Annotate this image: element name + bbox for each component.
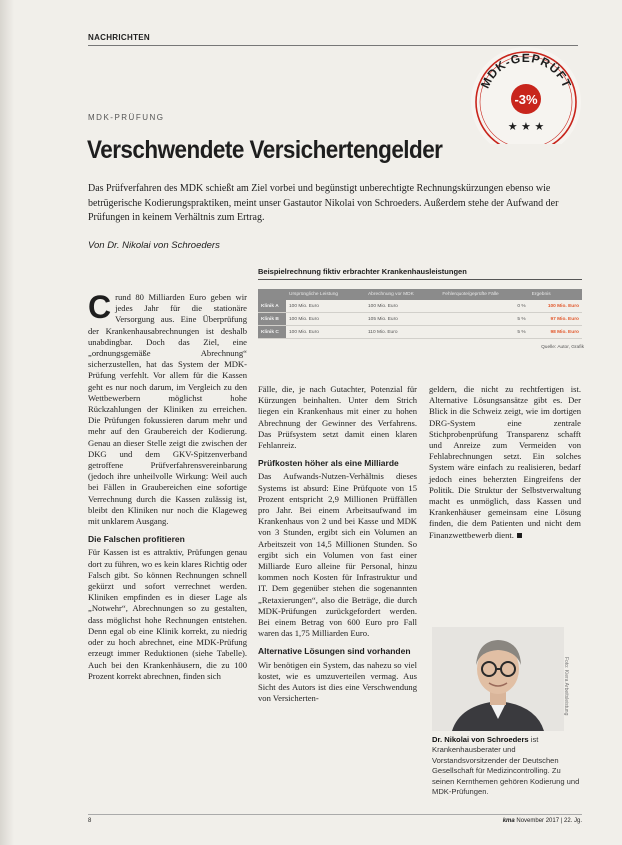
- example-table: [258, 289, 582, 339]
- table-header-cell: Ergebnis: [529, 289, 582, 300]
- table-row-label: Klinik A: [258, 300, 286, 313]
- subheading: Die Falschen profitieren: [88, 534, 185, 545]
- table-cell: 100 Mio. Euro: [286, 326, 365, 339]
- article-paragraph: Für Kassen ist es attraktiv, Prüfungen genau dort zu führen, wo es kein klares Richtig oder Falsch gibt. So können Rechnungen schnell gekürzt und sofort verrechnet werden. Kliniken empfinden es in dieser Lage als „Notwehr“, Abrechnungen so zu gestalten, dass möglichst hohe Rechnungen entstehen. Denn egal ob eine Klinik korrekt, zu niedrig oder zu hoch abrechnet, eine MDK-Prüfung erzeugt immer Reduktionen (siehe Tabelle). Auch bei den Krankenhäusern, die zu 100 Prozent korrekt abrechnen, finden sich: [88, 547, 247, 681]
- table-caption-rule: [258, 279, 582, 280]
- article-column-2: [258, 384, 417, 704]
- page-number: 8: [88, 818, 92, 824]
- article-paragraph: Fälle, die, je nach Gutachter, Potenzial für Kürzungen beinhalten. Unter dem Strich liegen ein Krankenhaus mit einer zu hohen Abrechnung der Gewinner des Verfahrens. Das Prüfsystem setzt damit einen klaren Fehlanreiz.: [258, 384, 417, 451]
- author-portrait: [432, 627, 564, 731]
- volume: 22. Jg.: [563, 818, 582, 824]
- article-paragraph: Wir benötigen ein System, das nahezu so viel kostet, wie es umzuverteilen vermag. Aus Sicht des Autors ist dies eine Verschwendung von Versicherten-: [258, 659, 417, 704]
- article-paragraph: Das Aufwands-Nutzen-Verhältnis dieses Systems ist absurd: Eine Prüfquote von 15 Prozent entspricht 2,9 Millionen Prüffällen pro Jahr. Bei einem Arbeitsaufwand im Krankenhaus von 2 und bei Kasse und MDK von 3 Stunden, ergibt sich ein Volumen an Arbeitszeit von 14,5 Millionen Stunden. So ergibt sich ein Volumen von fast einer Milliarde Euro alleine für Personal, hinzu kommen noch Kosten für Infrastruktur und IT. Dem gegenüber stehen die sogenannten „Retaxierungen“, also die Beträge, die durch MDK-Prüfungen zurückgefordert werden. Bei einem Betrag von 600 Euro pro Fall waren das 1,75 Milliarden Euro.: [258, 471, 417, 639]
- subheading: Prüfkosten höher als eine Milliarde: [258, 458, 399, 469]
- table-header-row: [258, 289, 582, 300]
- table-cell: 110 Mio. Euro: [365, 326, 439, 339]
- table-header-cell: Abrechnung vor MDK: [365, 289, 439, 300]
- article-paragraph-text: geldern, die nicht zu rechtfertigen ist. Alternative Lösungsansätze gibt es. Der Blick in die Schweiz zeigt, wie im dortigen DRG-System eine zentrale Stichprobenprüfung Transparenz schafft und Anreize zum Vermeiden von Fehlabrechnungen setzt. Ein solches System wäre einfach zu realisieren, bedarf jedoch eines beherzten Eingreifens der Politik. Die Struktur der Selbstverwaltung macht es unmöglich, dass Kassen und Krankenhäuser gemeinsam eine Lösung finden, die dem Patienten und nicht dem Finanzwettbewerb dient.: [429, 384, 581, 540]
- table-cell-result: 98 Mio. Euro: [529, 326, 582, 339]
- footer-info: [472, 818, 582, 824]
- table-row: [258, 300, 582, 313]
- article-column-1: [88, 289, 247, 682]
- table-header-cell: [258, 289, 286, 300]
- stamp-stars-icon: ★ ★ ★: [507, 120, 545, 133]
- table-caption: Beispielrechnung fiktiv erbrachter Krankenhausleistungen: [258, 267, 467, 276]
- table-row: [258, 313, 582, 326]
- table-row-label: Klinik B: [258, 313, 286, 326]
- article-paragraph: [429, 384, 581, 541]
- headline: Verschwendete Versichertengelder: [87, 136, 443, 164]
- table-row-label: Klinik C: [258, 326, 286, 339]
- footer-rule: [88, 814, 582, 815]
- article-paragraph: [88, 289, 247, 527]
- author-portrait-illustration: [432, 627, 564, 731]
- author-bio-text: ist Krankenhausberater und Vorstandsvorsitzender der Deutschen Gesellschaft für Medizincontrolling. Zu seinen Kernthemen gehören Kodierung und MDK-Prüfungen.: [432, 735, 580, 797]
- table-cell: 5 %: [439, 326, 528, 339]
- author-name: Dr. Nikolai von Schroeders: [432, 735, 529, 744]
- lead-paragraph: Das Prüfverfahren des MDK schießt am Ziel vorbei und begünstigt unberechtigte Rechnungskürzungen ebenso wie betrügerische Kodierungspraktiken, meint unser Gastautor Nikolai von Schroeders. Außerdem stehe der Aufwand der Prüfungen in keinem Verhältnis zum Ertrag.: [88, 183, 559, 223]
- table-cell: 0 %: [439, 300, 528, 313]
- stamp-badge-text: -3%: [514, 92, 538, 107]
- byline: Von Dr. Nikolai von Schroeders: [88, 240, 220, 251]
- stamp-text: MDK-GEPRÜFT: [477, 50, 575, 91]
- separator: |: [560, 818, 563, 824]
- table-source: Quelle: Autor, Grafik: [541, 345, 584, 350]
- subheading: Alternative Lösungen sind vorhanden: [258, 646, 411, 657]
- table-cell-result: 100 Mio. Euro: [529, 300, 582, 313]
- table-cell: 100 Mio. Euro: [286, 300, 365, 313]
- mdk-stamp: [464, 44, 588, 144]
- section-label: NACHRICHTEN: [88, 33, 150, 42]
- issue-date: November 2017: [516, 818, 560, 824]
- table-cell: 100 Mio. Euro: [365, 300, 439, 313]
- table-cell: 105 Mio. Euro: [365, 313, 439, 326]
- table-header-cell: Fehlerquote/geprüfte Fälle: [439, 289, 528, 300]
- table-cell-result: 97 Mio. Euro: [529, 313, 582, 326]
- author-bio: [432, 735, 584, 797]
- table-cell: 5 %: [439, 313, 528, 326]
- drop-cap: C: [88, 289, 112, 325]
- article-column-3: [429, 384, 581, 541]
- kicker: MDK-PRÜFUNG: [88, 113, 165, 122]
- table-header-cell: Ursprüngliche Leistung: [286, 289, 365, 300]
- table-row: [258, 326, 582, 339]
- end-mark-icon: [517, 533, 522, 538]
- photo-credit: Foto: Kiera Arbeitsleistung: [563, 657, 569, 716]
- article-paragraph-text: rund 80 Milliarden Euro geben wir jedes Jahr für die stationäre Versorgung aus. Eine Überprüfung der Krankenhausabrechnungen ist deshalb unabdingbar. Doch das Ziel, eine „ordnungsgemäße Abrechnung“ sicherzustellen, hat das System der MDK-Prüfung verfehlt. Vor allem für die Kassen geht es nur noch darum, im Vergleich zu den Wettbewerbern möglichst hohe Rückzahlungen der Kliniken zu erreichen. Die Prüfungen fokussieren darum mehr und mehr auf den Graubereich der Kodierung. Genau an dieser Stelle zeigt die zwischen der DKG und dem GKV-Spitzenverband getroffene Prüfverfahrensvereinbarung (jedoch ihre unheilvolle Wirkung: Weil auch bei Fällen in Graubereichen eine sofortige Verrechnung durch die Kassen zulässig ist, bleibt den Kliniken nur noch die Klageweg mit unklarem Ausgang.: [88, 292, 247, 527]
- table-cell: 100 Mio. Euro: [286, 313, 365, 326]
- page-gutter-shadow: [0, 0, 14, 845]
- magazine-name: kma: [502, 818, 515, 824]
